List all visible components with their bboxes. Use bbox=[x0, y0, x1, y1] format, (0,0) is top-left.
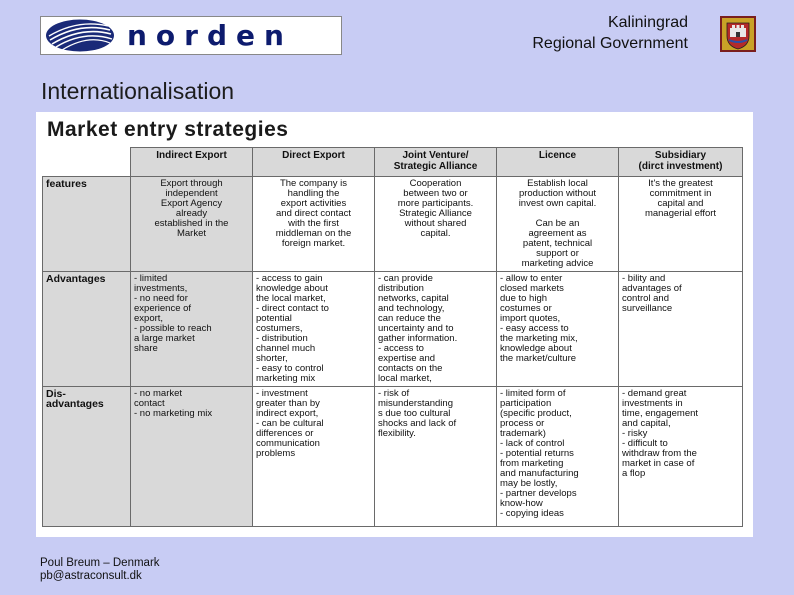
norden-logo bbox=[40, 16, 342, 55]
corner-cell bbox=[43, 148, 131, 177]
table-cell: - investment greater than by indirect export, - can be cultural differences or communication problems bbox=[253, 387, 375, 527]
table-row bbox=[43, 272, 743, 387]
row-label-features: features bbox=[43, 177, 131, 272]
table-cell: - access to gain knowledge about the local market, - direct contact to potential costumers, - distribution channel much shorter, - easy to control marketing mix bbox=[253, 272, 375, 387]
table-cell: It's the greatest commitment in capital and managerial effort bbox=[619, 177, 743, 272]
column-header: Licence bbox=[497, 148, 619, 177]
column-header: Joint Venture/ Strategic Alliance bbox=[375, 148, 497, 177]
table-cell: - no market contact - no marketing mix bbox=[131, 387, 253, 527]
gov-line-2: Regional Government bbox=[532, 35, 688, 52]
coat-of-arms-icon bbox=[720, 16, 756, 52]
page-title: Internationalisation bbox=[41, 78, 235, 104]
header-row bbox=[43, 148, 743, 177]
table-cell: Cooperation between two or more participants. Strategic Alliance without shared capital. bbox=[375, 177, 497, 272]
footer-credit bbox=[40, 557, 160, 583]
footer-author: Poul Breum – Denmark bbox=[40, 557, 160, 569]
table-cell: - bility and advantages of control and surveillance bbox=[619, 272, 743, 387]
footer-email: pb@astraconsult.dk bbox=[40, 570, 142, 582]
column-header: Indirect Export bbox=[131, 148, 253, 177]
table-cell: - can provide distribution networks, capital and technology, can reduce the uncertainty and to gather information. - access to expertise and contacts on the local market, bbox=[375, 272, 497, 387]
column-header: Direct Export bbox=[253, 148, 375, 177]
row-label-disadvantages: Dis- advantages bbox=[43, 387, 131, 527]
table-cell: - limited investments, - no need for experience of export, - possible to reach a large market share bbox=[131, 272, 253, 387]
column-header: Subsidiary (dirct investment) bbox=[619, 148, 743, 177]
table-cell: The company is handling the export activities and direct contact with the first middleman on the foreign market. bbox=[253, 177, 375, 272]
logo-wordmark: norden bbox=[127, 19, 293, 52]
globe-logo-icon bbox=[44, 18, 116, 53]
table-row bbox=[43, 177, 743, 272]
gov-line-1: Kaliningrad bbox=[607, 14, 688, 31]
panel-title: Market entry strategies bbox=[47, 118, 289, 141]
table-row bbox=[43, 387, 743, 527]
government-title bbox=[428, 12, 688, 54]
market-entry-panel bbox=[36, 112, 753, 537]
table-cell: - limited form of participation (specific product, process or trademark) - lack of control - potential returns from marketing and manufacturing may be lostly, - partner develops know-how - copying ideas bbox=[497, 387, 619, 527]
table-cell: Export through independent Export Agency already established in the Market bbox=[131, 177, 253, 272]
strategy-matrix bbox=[42, 147, 743, 527]
row-label-advantages: Advantages bbox=[43, 272, 131, 387]
table-cell: - allow to enter closed markets due to high costumes or import quotes, - easy access to the marketing mix, knowledge about the market/culture bbox=[497, 272, 619, 387]
table-cell: - risk of misunderstanding s due too cultural shocks and lack of flexibility. bbox=[375, 387, 497, 527]
table-cell: Establish local production without invest own capital. Can be an agreement as patent, technical support or marketing advice bbox=[497, 177, 619, 272]
table-cell: - demand great investments in time, engagement and capital, - risky - difficult to withdraw from the market in case of a flop bbox=[619, 387, 743, 527]
